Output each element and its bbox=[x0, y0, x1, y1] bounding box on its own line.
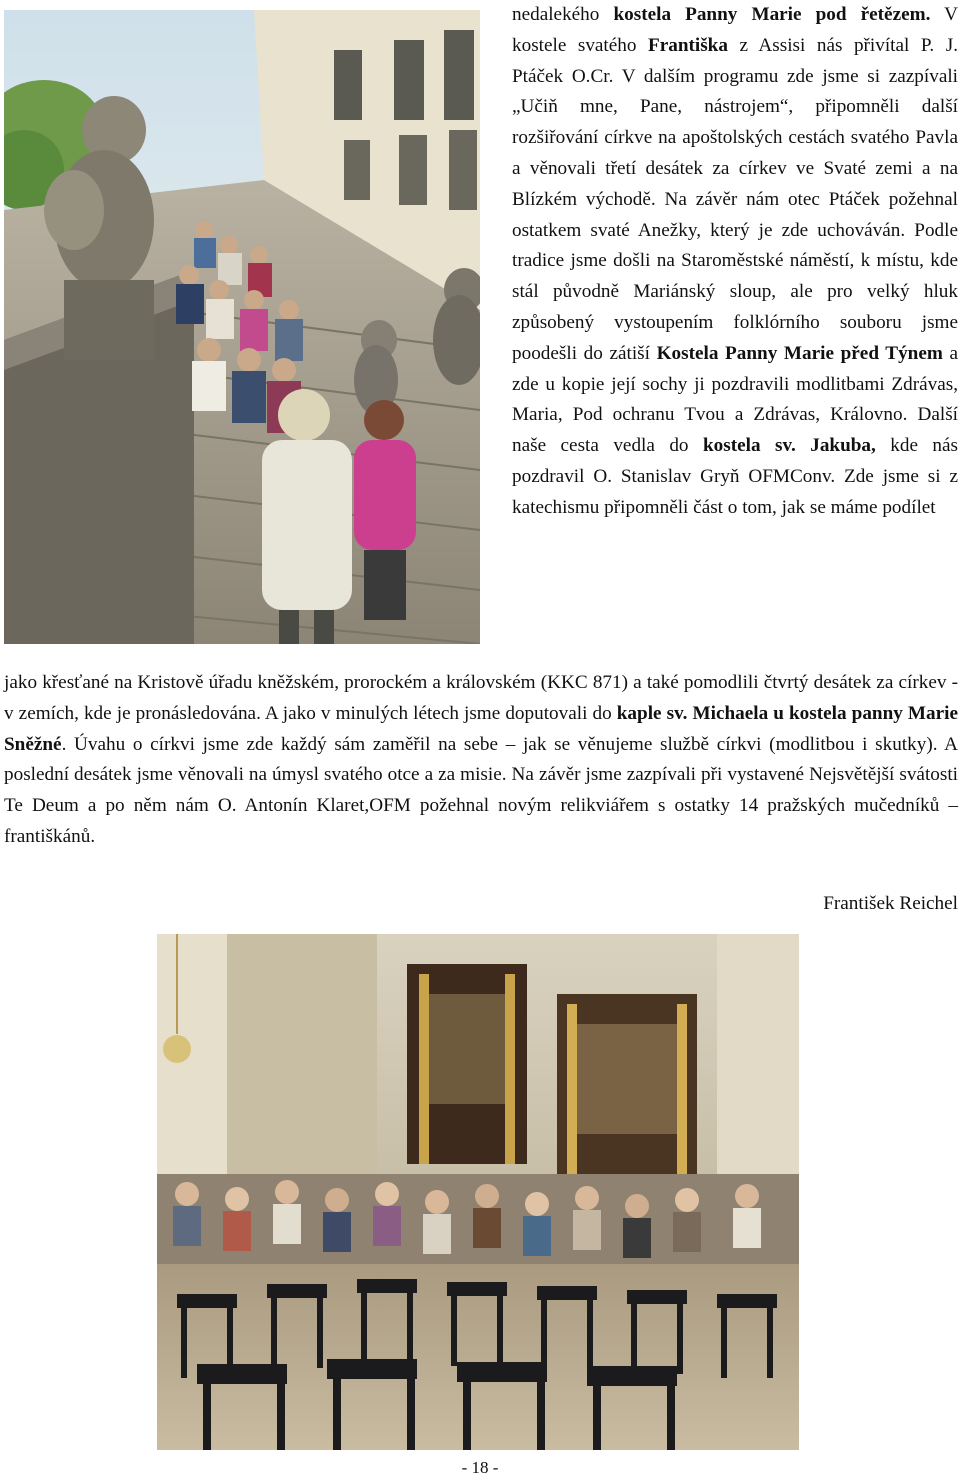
column-paragraph bbox=[512, 0, 958, 524]
text-run: . Úvahu o církvi jsme zde každý sám zaměřil na sebe – jak se věnujeme službě církvi (modlitbou i skutky). A poslední desátek jsme věnovali na úmysl svatého otce a za misie. Na závěr jsme zazpívali při vystavené Nejsvětější svátosti Te Deum a po něm nám O. Antonín Klaret,OFM požehnal novým relikviářem s ostatky 14 pražských mučedníků – františkánů. bbox=[4, 733, 958, 847]
emphasis-text: kostela sv. Jakuba, bbox=[702, 435, 876, 457]
page-number: - 18 - bbox=[461, 1458, 499, 1477]
column-paragraph-text bbox=[512, 0, 958, 524]
text-run: kde nás pozdravil O. Stanislav Gryň OFMConv. Zde jsme si z katechismu připomněli část o tom, jak se máme podílet bbox=[512, 435, 959, 518]
full-width-paragraph-text bbox=[4, 668, 958, 853]
emphasis-text: Františka bbox=[647, 34, 728, 56]
emphasis-text: kaple sv. Michaela u kostela panny Marie Sněžné bbox=[4, 702, 959, 755]
text-run: a zde u kopie její sochy ji pozdravili modlitbami Zdrávas, Maria, Pod ochranu Tvou a Zdrávas, Královno. Další naše cesta vedla do bbox=[512, 342, 958, 457]
text-run: z Assisi nás přivítal P. J. Ptáček O.Cr. V dalším programu zde jsme si zazpívali „Učiň mne, Pane, nástrojem“, připomněli další rozšiřování církve na apoštolských cestách svatého Pavla a věnovali třetí desátek za církev ve Svaté zemi a na Blízkém východě. Na závěr nám otec Ptáček požehnal ostatkem svaté Anežky, který je zde uchováván. Podle tradice jsme došli na Staroměstské náměstí, k místu, kde stál původně Mariánský sloup, ale pro velký hluk způsobený vystoupením folklórního souboru jsme poodešli do zátiší bbox=[512, 34, 958, 364]
text-run: jako křesťané na Kristově úřadu kněžském, prorockém a královském (KKC 871) a také pomodlili čtvrtý desátek za církev -v zemích, kde je pronásledována. A jako v minulých létech jsme doputovali do bbox=[4, 672, 958, 724]
emphasis-text: kostela Panny Marie pod řetězem. bbox=[613, 4, 931, 25]
photo-pilgrims-on-stairs bbox=[4, 10, 480, 644]
text-run: nedalekého bbox=[512, 4, 614, 25]
author-signature: František Reichel bbox=[823, 893, 958, 914]
text-run: V kostele svatého bbox=[512, 4, 958, 56]
emphasis-text: Kostela Panny Marie před Týnem bbox=[656, 342, 943, 364]
full-width-paragraph bbox=[4, 668, 958, 853]
photo-church-interior bbox=[157, 934, 799, 1450]
